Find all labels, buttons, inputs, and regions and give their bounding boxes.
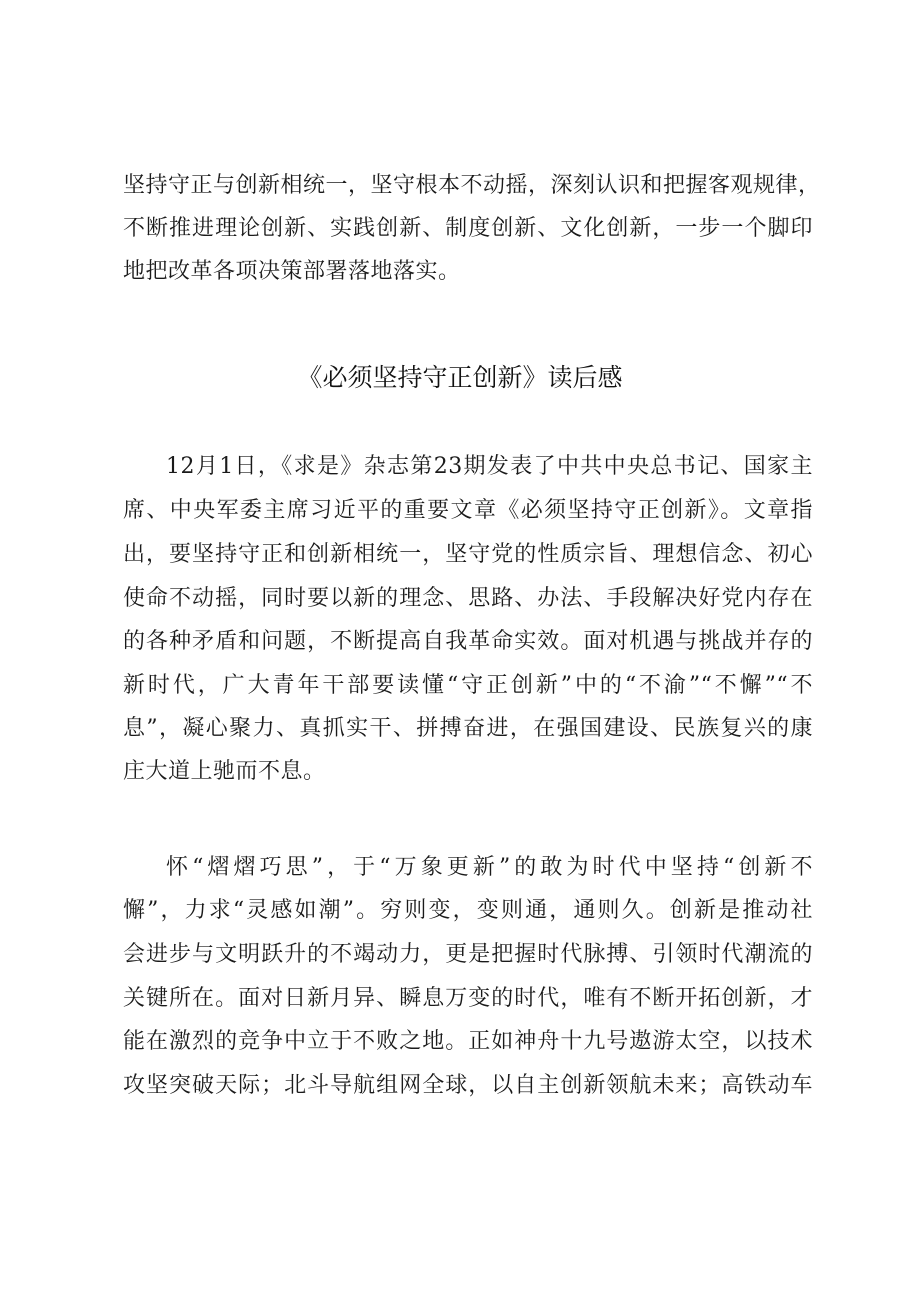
paragraph-line: 攻坚突破天际；北斗导航组网全球，以自主创新领航未来；高铁动车	[123, 1073, 813, 1098]
paragraph-line: 能在激烈的竞争中立于不败之地。正如神舟十九号遨游太空，以技术	[123, 1029, 813, 1054]
paragraph-line: 懈”，力求“灵感如潮”。穷则变，变则通，通则久。创新是推动社	[123, 898, 813, 923]
paragraph-line: 会进步与文明跃升的不竭动力，更是把握时代脉搏、引领时代潮流的	[123, 942, 813, 967]
paragraph-line: 席、中央军委主席习近平的重要文章《必须坚持守正创新》。文章指	[123, 498, 813, 523]
paragraph-line: 12月1日，《求是》杂志第23期发表了中共中央总书记、国家主	[166, 454, 813, 479]
paragraph-line: 关键所在。面对日新月异、瞬息万变的时代，唯有不断开拓创新，才	[123, 986, 813, 1011]
paragraph-line: 地把改革各项决策部署落地落实。	[123, 259, 461, 284]
paragraph-line: 怀“熠熠巧思”，于“万象更新”的敢为时代中坚持“创新不	[166, 855, 813, 880]
paragraph-line: 的各种矛盾和问题，不断提高自我革命实效。面对机遇与挑战并存的	[123, 629, 813, 654]
paragraph-line: 坚持守正与创新相统一，坚守根本不动摇，深刻认识和把握客观规律，	[123, 173, 821, 198]
paragraph-line: 庄大道上驰而不息。	[123, 759, 326, 784]
paragraph-line: 使命不动摇，同时要以新的理念、思路、办法、手段解决好党内存在	[123, 586, 813, 611]
paragraph-line: 新时代，广大青年干部要读懂“守正创新”中的“不渝”“不懈”“不	[123, 673, 813, 698]
article-title: 《必须坚持守正创新》读后感	[297, 363, 623, 392]
paragraph-line: 息”，凝心聚力、真抓实干、拼搏奋进，在强国建设、民族复兴的康	[123, 716, 813, 741]
paragraph-line: 出，要坚持守正和创新相统一，坚守党的性质宗旨、理想信念、初心	[123, 542, 813, 567]
paragraph-line: 不断推进理论创新、实践创新、制度创新、文化创新，一步一个脚印	[123, 216, 813, 241]
